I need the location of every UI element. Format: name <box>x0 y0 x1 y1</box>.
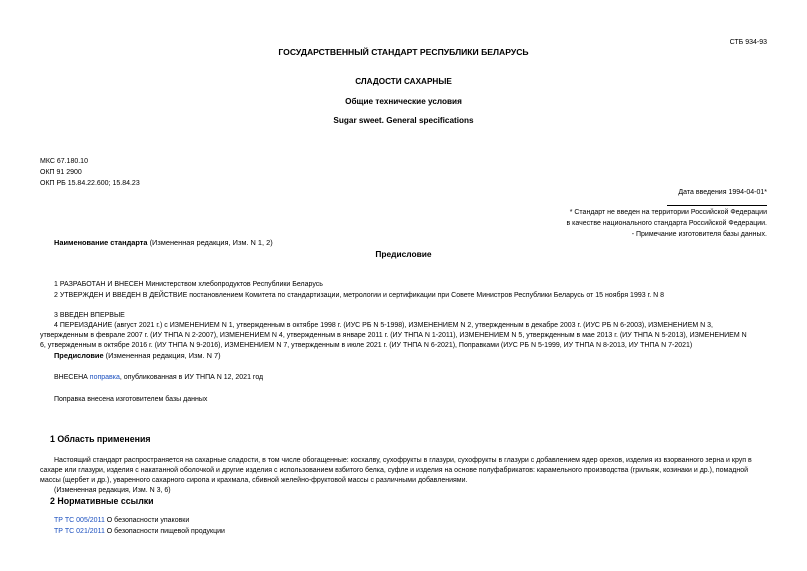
foreword-item-4-line-3: 6, утвержденным в октябре 2016 г. (ИУ ТНПА N 9-2016), ИЗМЕНЕНИЕМ N 7, утвержденным в июле 2021 г. (ИУ ТНПА N 6-2021), Поправками (ИУС РБ N 5-1999, ИУ ТНПА N 8-2013, ИУ ТНПА N 7-2021) <box>40 342 693 349</box>
document-code: СТБ 934-93 <box>729 39 767 46</box>
footnote-divider <box>667 205 767 206</box>
foreword-item-3: 3 ВВЕДЕН ВПЕРВЫЕ <box>54 312 125 319</box>
standard-name-label: Наименование стандарта <box>54 238 148 247</box>
foreword-heading: Предисловие <box>375 249 432 259</box>
foreword-edition-text: (Измененная редакция, Изм. N 7) <box>103 351 221 360</box>
foreword-item-1: 1 РАЗРАБОТАН И ВНЕСЕН Министерством хлебопродуктов Республики Беларусь <box>54 281 323 288</box>
footnote-line-1: * Стандарт не введен на территории Российской Федерации <box>569 209 767 216</box>
foreword-item-4-line-1: 4 ПЕРЕИЗДАНИЕ (август 2021 г.) с ИЗМЕНЕНИЕМ N 1, утвержденным в октябре 1998 г. (ИУС РБ N 5-1998), ИЗМЕНЕНИЕМ N 2, утвержденным в декабре 2003 г. (ИУС РБ N 6-2003), ИЗМЕНЕНИЕМ N 3, <box>54 322 713 329</box>
document-title: ГОСУДАРСТВЕННЫЙ СТАНДАРТ РЕСПУБЛИКИ БЕЛАРУСЬ <box>278 47 529 57</box>
amendment-note <box>54 373 263 382</box>
section-1-heading: 1 Область применения <box>50 434 151 444</box>
classifier-mks: МКС 67.180.10 <box>40 158 88 165</box>
document-subtitle: Общие технические условия <box>345 97 462 106</box>
document-subject: СЛАДОСТИ САХАРНЫЕ <box>355 77 452 86</box>
intro-date: Дата введения 1994-04-01* <box>678 189 767 196</box>
reference-item <box>54 527 225 536</box>
reference-title: О безопасности пищевой продукции <box>104 528 225 535</box>
amendment-by-note: Поправка внесена изготовителем базы данных <box>54 396 208 403</box>
footnote-line-2: в качестве национального стандарта Российской Федерации. <box>566 220 767 227</box>
footnote-line-3: - Примечание изготовителя базы данных. <box>631 231 767 238</box>
reference-link-tr-ts-005[interactable]: ТР ТС 005/2011 <box>54 517 105 524</box>
reference-link-tr-ts-021[interactable]: ТР ТС 021/2011 <box>54 528 105 535</box>
foreword-edition-note <box>54 351 221 361</box>
classifier-okp: ОКП 91 2900 <box>40 169 82 176</box>
standard-name-note <box>54 238 273 248</box>
amendment-prefix: ВНЕСЕНА <box>54 374 90 381</box>
foreword-item-4-line-2: утвержденным в феврале 2007 г. (ИУ ТНПА N 2-2007), ИЗМЕНЕНИЕМ N 4, утвержденным в январе 2011 г. (ИУ ТНПА N 1-2011), ИЗМЕНЕНИЕМ N 5, утвержденным в мае 2013 г. (ИУ ТНПА N 5-2013), ИЗМЕНЕНИЕМ N <box>40 332 747 339</box>
foreword-edition-label: Предисловие <box>54 351 104 360</box>
amendment-suffix: , опубликованная в ИУ ТНПА N 12, 2021 год <box>119 374 264 381</box>
section-1-text-line-2: сахаре или глазури, изделия с накатанной оболочкой и другие изделия с использованием взбитого белка, суфле и изделия на основе полуфабрикатов: карамельного производства (грильяж, козинаки и др.), помадной <box>40 467 749 474</box>
amendment-link[interactable]: поправка <box>89 374 120 381</box>
standard-name-edition: (Измененная редакция, Изм. N 1, 2) <box>147 238 273 247</box>
classifier-okp-rb: ОКП РБ 15.84.22.600; 15.84.23 <box>40 180 140 187</box>
section-2-heading: 2 Нормативные ссылки <box>50 496 154 506</box>
reference-item <box>54 516 189 525</box>
section-1-text-line-3: массы (щербет и др.), уваренного сахарного сиропа и крахмала, сбивной желейно-фруктовой массы с различными добавлениями. <box>40 477 468 484</box>
foreword-item-2: 2 УТВЕРЖДЕН И ВВЕДЕН В ДЕЙСТВИЕ постановлением Комитета по стандартизации, метрологии и сертификации при Совете Министров Республики Беларусь от 15 ноября 1993 г. N 8 <box>54 292 665 299</box>
section-1-text-line-1: Настоящий стандарт распространяется на сахарные сладости, в том числе обогащенные: косхалву, сухофрукты в глазури, сухофрукты в глазури с добавлением ядер орехов, изделия из взорванного зерна и круп в <box>54 457 752 464</box>
section-1-edition-note: (Измененная редакция, Изм. N 3, 6) <box>54 487 171 494</box>
document-english-title: Sugar sweet. General specifications <box>333 116 474 125</box>
reference-title: О безопасности упаковки <box>104 517 190 524</box>
